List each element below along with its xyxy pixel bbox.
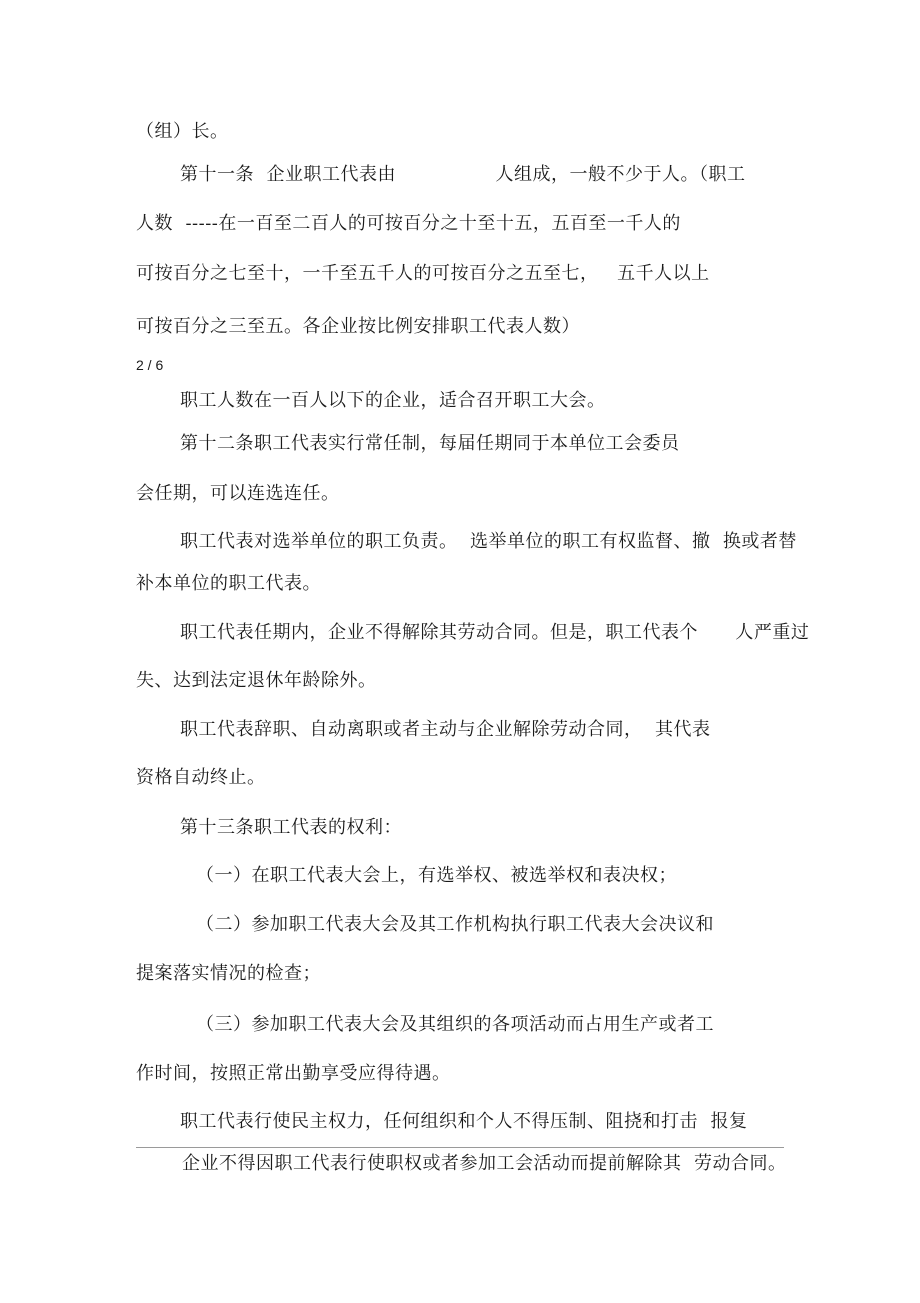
text-line: 职工代表对选举单位的职工负责。 选举单位的职工有权监督、撤 换或者替 [180, 531, 797, 552]
text-line: （一）在职工代表大会上，有选举权、被选举权和表决权； [196, 865, 677, 886]
text-line: 可按百分之三至五。各企业按比例安排职工代表人数） [136, 316, 580, 337]
text-line: 第十二条职工代表实行常任制，每届任期同于本单位工会委员 [180, 433, 680, 454]
text-line: 可按百分之七至十，一千至五千人的可按百分之五至七， 五千人以上 [136, 263, 710, 284]
text-line: 资格自动终止。 [136, 767, 266, 788]
text-line: 第十三条职工代表的权利： [180, 817, 402, 838]
text-line: 职工代表任期内，企业不得解除其劳动合同。但是，职工代表个 人严重过 [180, 622, 810, 643]
text-line: 会任期，可以连选连任。 [136, 483, 340, 504]
text-line: 第十一条 企业职工代表由 人组成，一般不少于人。（职工 [180, 164, 746, 185]
text-line: 人数 -----在一百至二百人的可按百分之十至十五，五百至一千人的 [136, 213, 681, 234]
text-line: （组）长。 [136, 121, 229, 142]
text-line: 职工代表辞职、自动离职或者主动与企业解除劳动合同， 其代表 [180, 719, 711, 740]
text-line: 失、达到法定退休年龄除外。 [136, 670, 377, 691]
text-line: （二）参加职工代表大会及其工作机构执行职工代表大会决议和 [196, 914, 714, 935]
divider [136, 1147, 784, 1148]
text-line: 职工人数在一百人以下的企业，适合召开职工大会。 [180, 390, 606, 411]
text-line: 作时间，按照正常出勤享受应得待遇。 [136, 1063, 451, 1084]
text-line: （三）参加职工代表大会及其组织的各项活动而占用生产或者工 [196, 1014, 714, 1035]
text-line: 企业不得因职工代表行使职权或者参加工会活动而提前解除其 劳动合同。 [182, 1153, 787, 1174]
text-line: 补本单位的职工代表。 [136, 573, 321, 594]
text-line: 职工代表行使民主权力，任何组织和个人不得压制、阻挠和打击 报复 [180, 1111, 748, 1132]
text-line: 提案落实情况的检查； [136, 963, 321, 984]
page-number: 2 / 6 [136, 357, 164, 373]
